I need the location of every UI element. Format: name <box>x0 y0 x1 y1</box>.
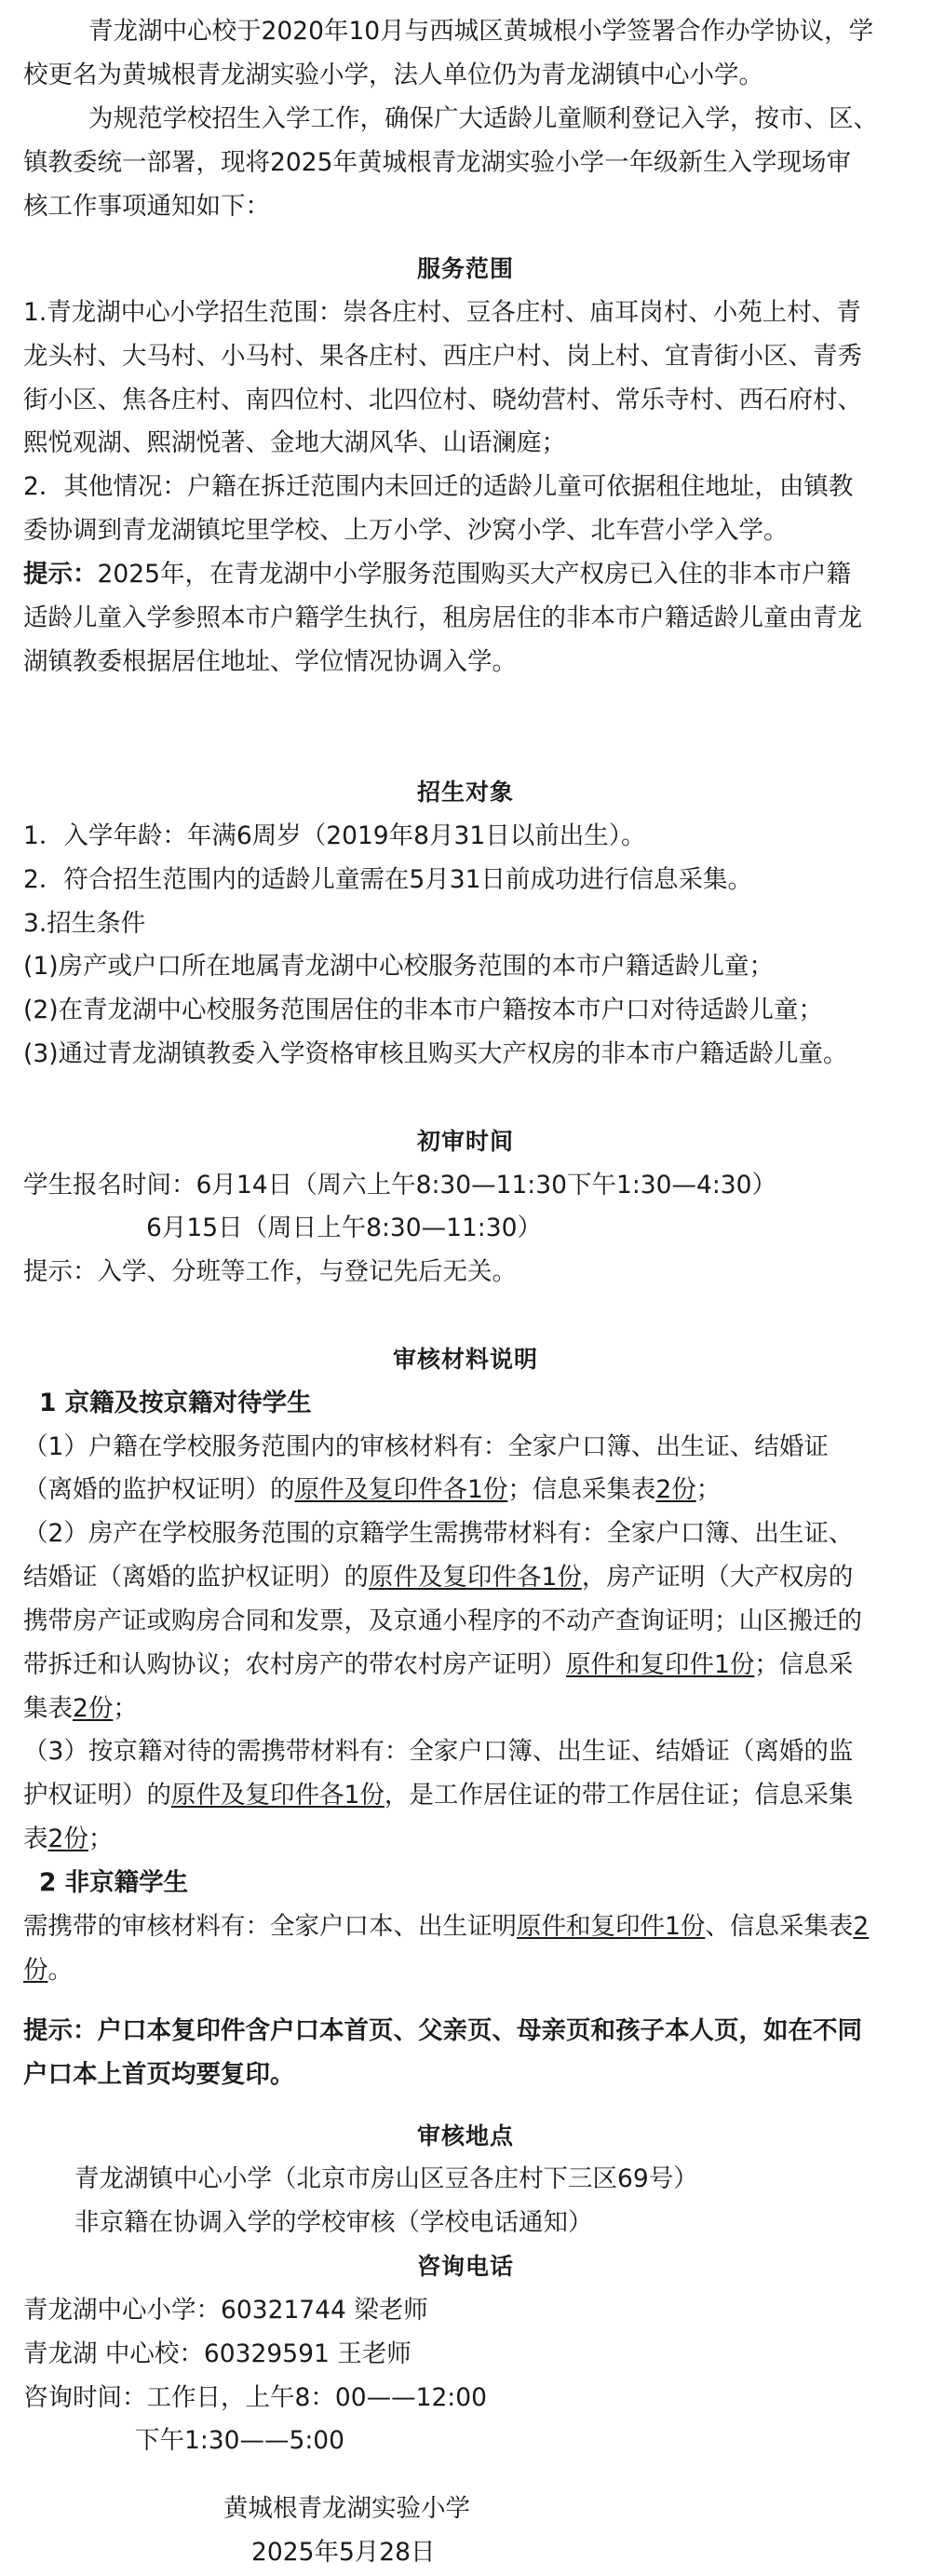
materials-heading: 审核材料说明 <box>392 1345 538 1373</box>
enrollment-line: 1．入学年龄：年满6周岁（2019年8月31日以前出生）。 <box>23 820 646 850</box>
intro-line: 青龙湖中心校于2020年10月与西城区黄城根小学签署合作办学协议，学 <box>88 17 874 47</box>
intro-line: 校更名为黄城根青龙湖实验小学，法人单位仍为青龙湖镇中心小学。 <box>23 61 763 90</box>
service-scope-heading: 服务范围 <box>416 255 514 283</box>
materials-line: 带拆迁和认购协议；农村房产的带农村房产证明）原件和复印件1份；信息采 <box>23 1649 854 1679</box>
service-scope-line: 街小区、焦各庄村、南四位村、北四位村、晓幼营村、常乐寺村、西石府村、 <box>23 385 862 414</box>
contact-heading: 咨询电话 <box>416 2253 514 2280</box>
materials-line: （1）户籍在学校服务范围内的审核材料有：全家户口簿、出生证、结婚证 <box>23 1431 829 1461</box>
materials-line: （2）房产在学校服务范围的京籍学生需携带材料有：全家户口簿、出生证、 <box>23 1519 854 1549</box>
enrollment-heading: 招生对象 <box>416 779 514 807</box>
initial-review-line: 提示：入学、分班等工作，与登记先后无关。 <box>23 1257 517 1287</box>
service-scope-line: 龙头村、大马村、小马村、果各庄村、西庄户村、岗上村、宜青街小区、青秀 <box>23 341 862 371</box>
materials-line: 集表2份； <box>23 1693 138 1723</box>
signature-date: 2025年5月28日 <box>251 2538 436 2568</box>
materials-tip: 户口本上首页均要复印。 <box>23 2059 295 2089</box>
intro-line: 镇教委统一部署，现将2025年黄城根青龙湖实验小学一年级新生入学现场审 <box>23 147 851 177</box>
intro-line: 核工作事项通知如下： <box>23 191 270 221</box>
signature-school: 黄城根青龙湖实验小学 <box>223 2494 470 2524</box>
initial-review-heading: 初审时间 <box>416 1127 514 1155</box>
contact-line: 青龙湖 中心校：60329591 王老师 <box>23 2339 412 2368</box>
service-scope-line: 熙悦观湖、熙湖悦著、金地大湖风华、山语澜庭； <box>23 428 566 458</box>
tip-label: 提示： <box>23 559 98 589</box>
materials-line: 需携带的审核材料有：全家户口本、出生证明原件和复印件1份、信息采集表2 <box>23 1911 870 1941</box>
contact-line: 青龙湖中心小学：60321744 梁老师 <box>23 2295 428 2325</box>
materials-line: 携带房产证或购房合同和发票，及京通小程序的不动产查询证明；山区搬迁的 <box>23 1606 862 1635</box>
materials-line: 表2份； <box>23 1824 114 1853</box>
location-line: 青龙湖镇中心小学（北京市房山区豆各庄村下三区69号） <box>74 2164 698 2194</box>
materials-line: 护权证明）的原件及复印件各1份，是工作居住证的带工作居住证；信息采集 <box>23 1781 854 1810</box>
materials-subheading: 2 非京籍学生 <box>39 1867 189 1897</box>
enrollment-line: (1)房产或户口所在地属青龙湖中心校服务范围的本市户籍适龄儿童； <box>23 952 775 982</box>
contact-line: 下午1:30——5:00 <box>135 2426 345 2456</box>
initial-review-line: 6月15日（周日上午8:30—11:30） <box>146 1213 542 1243</box>
materials-line: 结婚证（离婚的监护权证明）的原件及复印件各1份，房产证明（大产权房的 <box>23 1563 854 1592</box>
materials-line: 份。 <box>23 1955 73 1985</box>
service-scope-tip: 湖镇教委根据居住地址、学位情况协调入学。 <box>23 646 517 676</box>
location-line: 非京籍在协调入学的学校审核（学校电话通知） <box>74 2208 593 2238</box>
initial-review-line: 学生报名时间：6月14日（周六上午8:30—11:30下午1:30—4:30） <box>23 1170 776 1200</box>
service-scope-tip: 适龄儿童入学参照本市户籍学生执行，租房居住的非本市户籍适龄儿童由青龙 <box>23 603 862 632</box>
materials-line: （3）按京籍对待的需携带材料有：全家户口簿、出生证、结婚证（离婚的监 <box>23 1737 854 1767</box>
enrollment-line: (2)在青龙湖中心校服务范围居住的非本市户籍按本市户口对待适龄儿童； <box>23 996 824 1025</box>
enrollment-line: (3)通过青龙湖镇教委入学资格审核且购买大产权房的非本市户籍适龄儿童。 <box>23 1039 848 1069</box>
tip-text: 2025年，在青龙湖中小学服务范围购买大产权房已入住的非本市户籍 <box>97 559 851 589</box>
service-scope-tip <box>23 551 851 598</box>
service-scope-line: 委协调到青龙湖镇坨里学校、上万小学、沙窝小学、北车营小学入学。 <box>23 516 789 546</box>
materials-subheading: 1 京籍及按京籍对待学生 <box>39 1388 312 1417</box>
enrollment-line: 2．符合招生范围内的适龄儿童需在5月31日前成功进行信息采集。 <box>23 864 752 894</box>
materials-line: （离婚的监护权证明）的原件及复印件各1份；信息采集表2份； <box>23 1475 722 1505</box>
materials-tip: 提示：户口本复印件含户口本首页、父亲页、母亲页和孩子本人页，如在不同 <box>23 2016 862 2046</box>
contact-line: 咨询时间：工作日，上午8：00——12:00 <box>23 2382 487 2412</box>
intro-line: 为规范学校招生入学工作，确保广大适龄儿童顺利登记入学，按市、区、 <box>88 104 878 133</box>
service-scope-line: 2．其他情况：户籍在拆迁范围内未回迁的适龄儿童可依据租住地址，由镇教 <box>23 472 854 502</box>
enrollment-line: 3.招生条件 <box>23 908 146 938</box>
location-heading: 审核地点 <box>416 2122 514 2149</box>
service-scope-line: 1.青龙湖中心小学招生范围：崇各庄村、豆各庄村、庙耳岗村、小苑上村、青 <box>23 298 861 327</box>
